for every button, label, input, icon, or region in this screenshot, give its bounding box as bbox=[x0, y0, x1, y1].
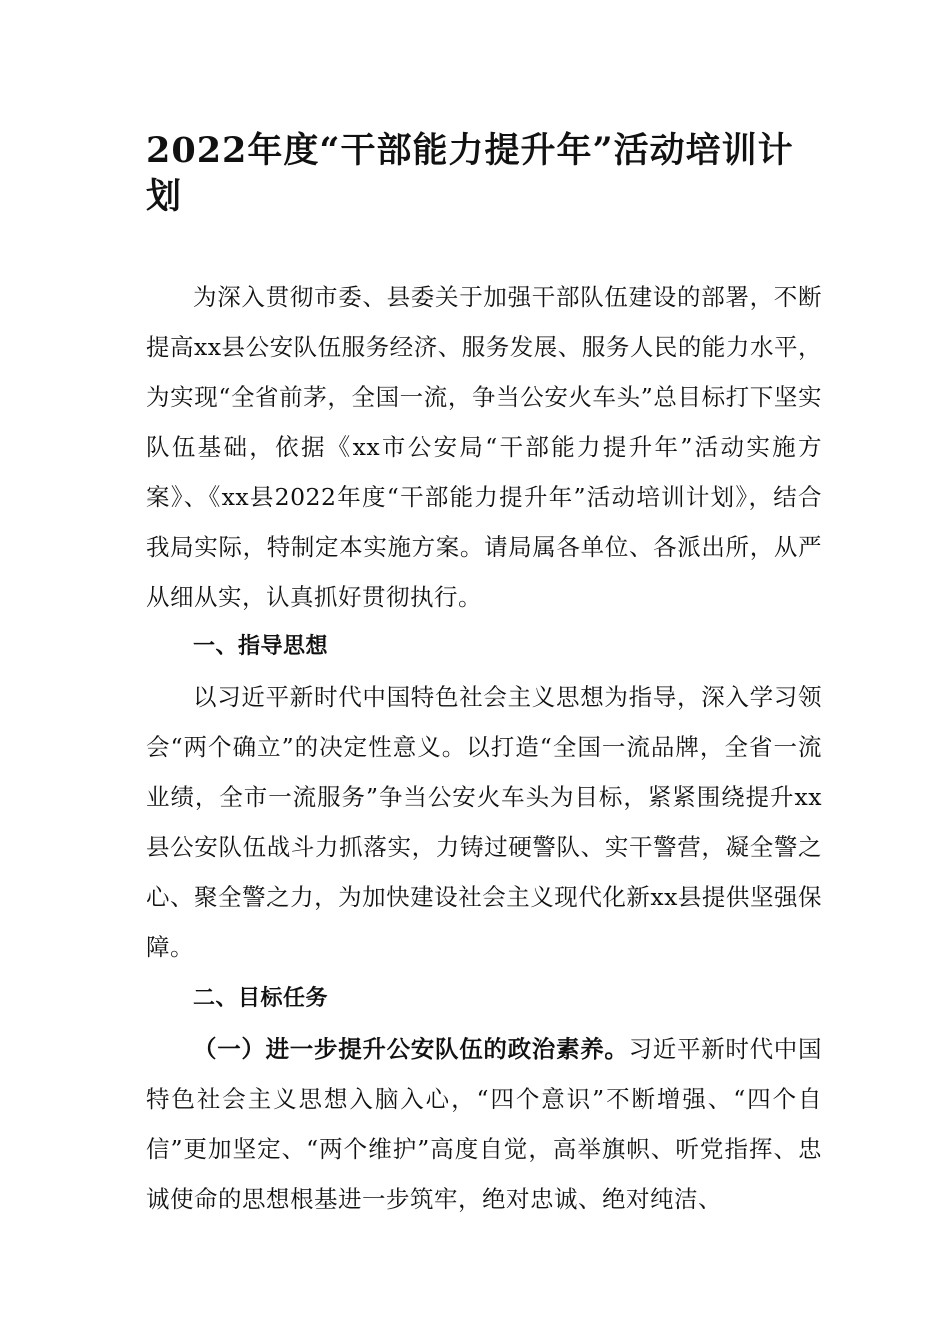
goal-item-1-text: 习近平新时代中国特色社会主义思想入脑入心，“四个意识”不断增强、“四个自信”更加坚定、“两个维护”高度自觉，高举旗帜、听党指挥、忠诚使命的思想根基进一步筑牢，绝对忠诚、绝对纯洁、 bbox=[146, 1035, 823, 1213]
guiding-thought-paragraph: 以习近平新时代中国特色社会主义思想为指导，深入学习领会“两个确立”的决定性意义。以打造“全国一流品牌，全省一流业绩，全市一流服务”争当公安火车头为目标，紧紧围绕提升xx县公安队伍战斗力抓落实，力铸过硬警队、实干警营，凝全警之心、聚全警之力，为加快建设社会主义现代化新xx县提供坚强保障。 bbox=[146, 683, 822, 961]
section-heading-goals: 二、目标任务 bbox=[193, 986, 329, 1011]
goal-item-1-paragraph bbox=[146, 1024, 822, 1224]
goal-item-1-lead: （一）进一步提升公安队伍的政治素养。 bbox=[193, 1035, 629, 1063]
document-body bbox=[146, 272, 822, 1224]
intro-paragraph: 为深入贯彻市委、县委关于加强干部队伍建设的部署，不断提高xx县公安队伍服务经济、服务发展、服务人民的能力水平，为实现“全省前茅，全国一流，争当公安火车头”总目标打下坚实队伍基础，依据《xx市公安局“干部能力提升年”活动实施方案》、《xx县2022年度“干部能力提升年”活动培训计划》，结合我局实际，特制定本实施方案。请局属各单位、各派出所，从严从细从实，认真抓好贯彻执行。 bbox=[146, 283, 822, 611]
document-title: 2022年度“干部能力提升年”活动培训计划 bbox=[146, 130, 794, 217]
section-heading-guiding-thought: 一、指导思想 bbox=[193, 634, 329, 659]
